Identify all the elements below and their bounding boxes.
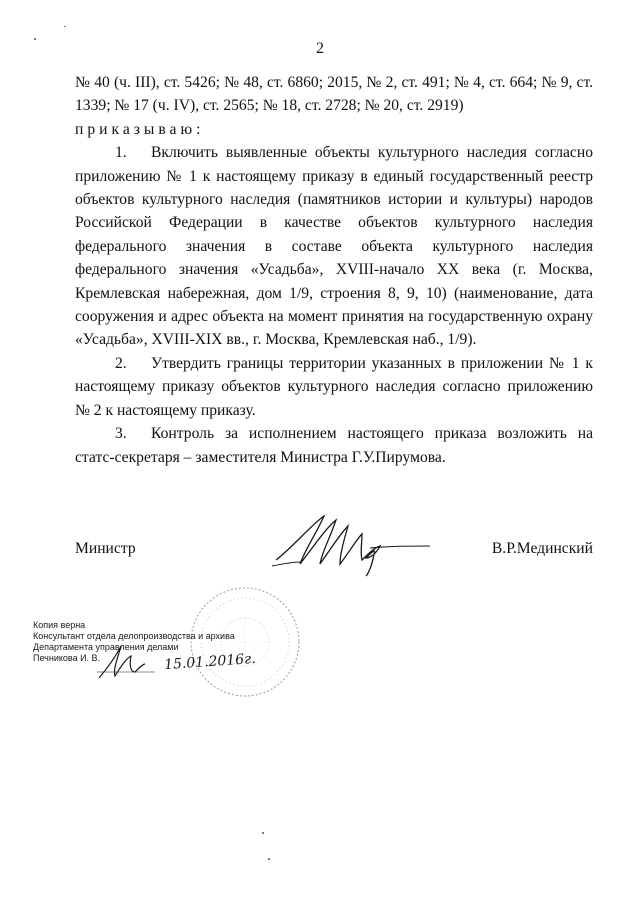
scan-mark [268,858,270,860]
scan-mark [64,26,66,27]
order-item-1 [75,141,593,352]
page-number: 2 [316,40,324,57]
order-word: приказываю: [75,120,205,138]
copy-line: Консультант отдела делопроизводства и архива [33,631,235,641]
legal-references: № 40 (ч. III), ст. 5426; № 48, ст. 6860; 2015, № 2, ст. 491; № 4, ст. 664; № 9, ст. 1339; № 17 (ч. IV), ст. 2565; № 18, ст. 2728; № 20, ст. 2919) [75,74,593,115]
copy-line: Департамента управления делами [33,642,179,652]
handwritten-date [160,648,260,674]
copy-line: Копия верна [33,620,86,630]
order-item-3 [75,422,593,469]
scan-mark [262,832,264,834]
item-number: 2. [115,354,127,372]
document-body [75,71,593,469]
handwritten-signature [270,508,435,578]
item-text: Включить выявленные объекты культурного наследия согласно приложению № 1 к настоящему приказу в единый государственный реестр объектов культурного наследия (памятников истории и культуры) народов Российской Федерации в качестве объектов культурного наследия федерального значения в составе объекта культурного наследия федерального значения «Усадьба», XVIII-начало XX века (г. Москва, Кремлевская набережная, дом 1/9, строения 8, 9, 10) (наименование, дата сооружения и адрес объекта на момент принятия на государственную охрану «Усадьба», XVIII-XIX вв., г. Москва, Кремлевская наб., 1/9). [75,144,593,349]
copy-line: Печникова И. В. [33,653,101,663]
scan-mark [34,38,36,40]
item-number: 3. [115,425,127,443]
item-text: Контроль за исполнением настоящего приказа возложить на статс-секретаря – заместителя Министра Г.У.Пирумова. [75,425,593,466]
copy-signature [95,642,165,684]
item-text: Утвердить границы территории указанных в приложении № 1 к настоящему приказу объектов культурного наследия согласно приложению № 2 к настоящему приказу. [75,354,593,419]
signer-position: Министр [75,540,136,557]
signer-name: В.Р.Мединский [491,540,593,557]
item-number: 1. [115,144,127,162]
svg-text:15.01.2016г.: 15.01.2016г. [163,650,257,674]
order-item-2 [75,352,593,422]
